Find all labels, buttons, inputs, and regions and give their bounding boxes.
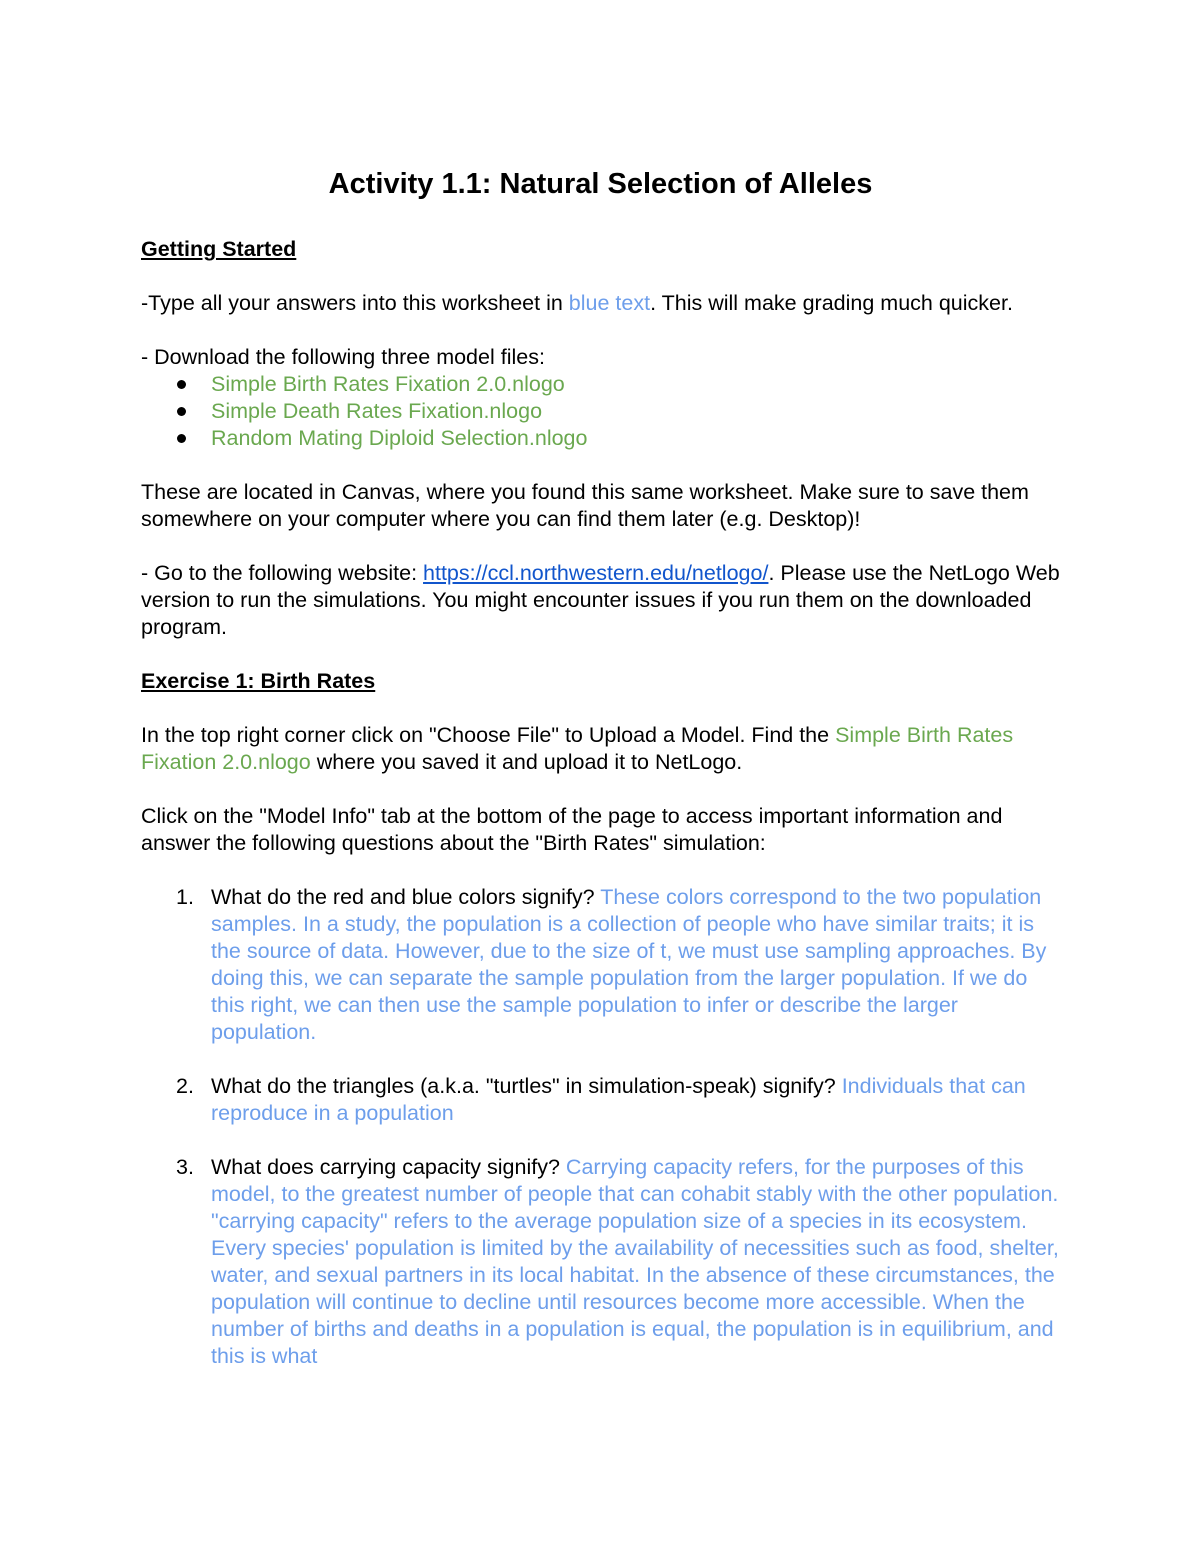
page-title: Activity 1.1: Natural Selection of Alleles [328, 168, 873, 200]
getting-started-heading: Getting Started [141, 237, 297, 261]
instruction-text-b: . This will make grading much quicker. [650, 291, 1013, 315]
question-item [176, 884, 1060, 1046]
list-item [211, 398, 1060, 425]
question-text: What do the red and blue colors signify? [211, 885, 601, 909]
upload-file-name: Simple Birth Rates Fixation 2.0.nlogo [141, 723, 1014, 774]
bullet-icon [177, 434, 186, 443]
question-list [141, 884, 1060, 1370]
model-file-list [141, 371, 1060, 452]
question-number: 2. [176, 1074, 194, 1098]
question-number: 1. [176, 885, 194, 909]
upload-text-b: where you saved it and upload it to NetLogo. [310, 750, 743, 774]
instruction-text-a: -Type all your answers into this worksheet in [141, 291, 569, 315]
upload-text-a: In the top right corner click on "Choose File" to Upload a Model. Find the [141, 723, 836, 747]
files-location-note: These are located in Canvas, where you found this same worksheet. Make sure to save them somewhere on your computer where you can find them later (e.g. Desktop)! [141, 480, 1029, 531]
answer-text: These colors correspond to the two population samples. In a study, the population is a collection of people who have similar traits; it is the source of data. However, due to the size of t, we must use sampling approaches. By doing this, we can separate the sample population from the larger population. If we do this right, we can then use the sample population to infer or describe the larger population. [211, 885, 1047, 1044]
upload-instruction [141, 722, 1060, 776]
exercise1-heading: Exercise 1: Birth Rates [141, 669, 376, 693]
list-item [211, 371, 1060, 398]
model-file-name: Simple Birth Rates Fixation 2.0.nlogo [211, 372, 565, 396]
question-number: 3. [176, 1155, 194, 1179]
model-file-name: Simple Death Rates Fixation.nlogo [211, 399, 543, 423]
blue-text-sample: blue text [568, 291, 651, 315]
answer-text: Carrying capacity refers, for the purposes of this model, to the greatest number of people that can cohabit stably with the other population. "carrying capacity" refers to the average population size of a species in its ecosystem. Every species' population is limited by the availability of necessities such as food, shelter, water, and sexual partners in its local habitat. In the absence of these circumstances, the population will continue to decline until resources become more accessible. When the number of births and deaths in a population is equal, the population is in equilibrium, and this is what [211, 1155, 1059, 1368]
netlogo-website-link[interactable]: https://ccl.northwestern.edu/netlogo/ [423, 561, 769, 585]
question-text: What do the triangles (a.k.a. "turtles" in simulation-speak) signify? [211, 1074, 842, 1098]
website-instruction [141, 560, 1060, 641]
question-item [176, 1154, 1060, 1370]
answer-text: Individuals that can reproduce in a population [211, 1074, 1026, 1125]
question-text: What does carrying capacity signify? [211, 1155, 566, 1179]
bullet-icon [177, 380, 186, 389]
website-text-a: - Go to the following website: [141, 561, 424, 585]
instruction-blue-text [141, 290, 1060, 317]
model-file-name: Random Mating Diploid Selection.nlogo [211, 426, 588, 450]
website-text-b: . Please use the NetLogo Web version to run the simulations. You might encounter issues if you run them on the downloaded program. [141, 561, 1060, 639]
list-item [211, 425, 1060, 452]
bullet-icon [177, 407, 186, 416]
download-intro: - Download the following three model files: [141, 345, 545, 369]
question-item [176, 1073, 1060, 1127]
model-info-instruction: Click on the "Model Info" tab at the bottom of the page to access important information and answer the following questions about the "Birth Rates" simulation: [141, 804, 1003, 855]
